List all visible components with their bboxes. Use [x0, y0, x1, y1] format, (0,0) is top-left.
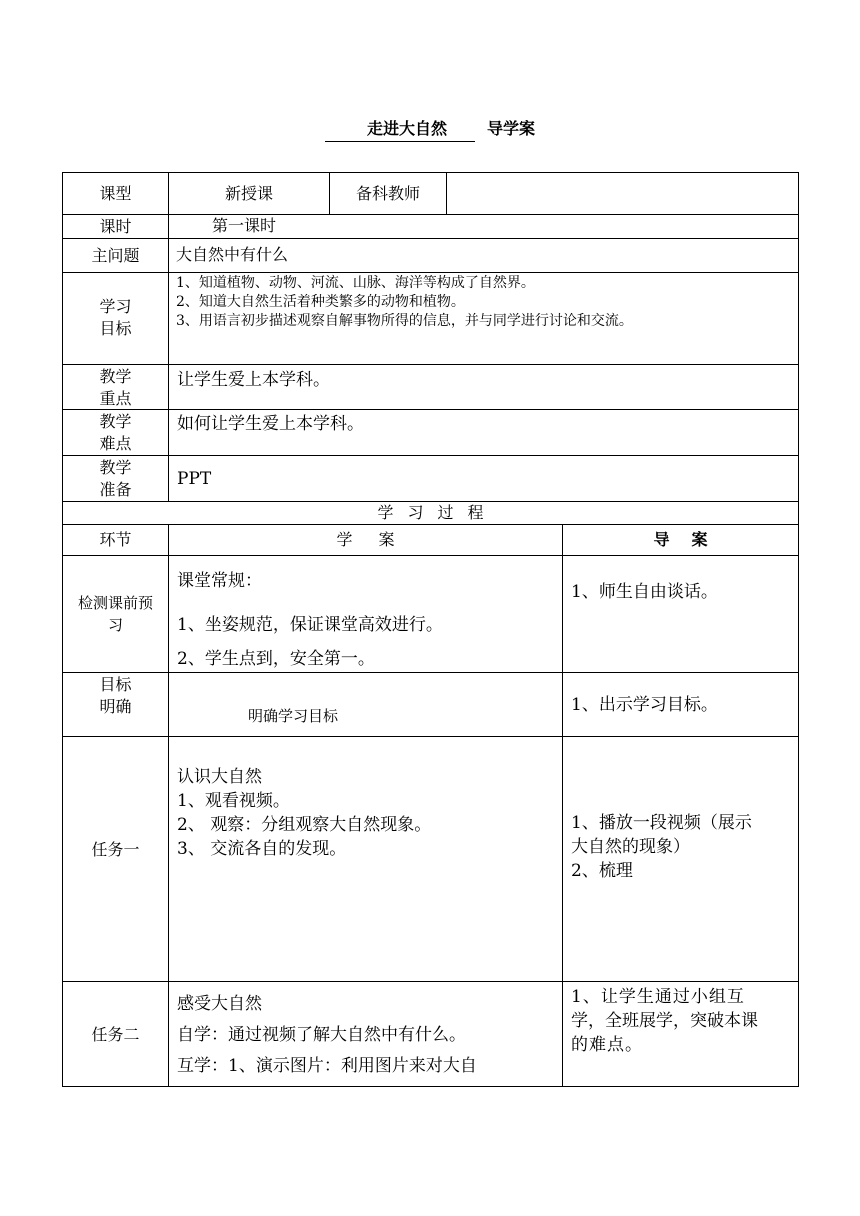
task1-guide-line: 2、梳理 — [571, 861, 633, 881]
col-guide-header: 导案 — [653, 530, 730, 549]
task1-plan-line: 认识大自然 — [177, 767, 262, 787]
prep-value: PPT — [177, 469, 212, 489]
type-label: 课型 — [99, 183, 132, 203]
key-label-line2: 重点 — [99, 389, 132, 408]
prep-label-line2: 准备 — [99, 480, 132, 499]
goal-guide: 1、出示学习目标。 — [571, 695, 718, 715]
prep-label-line1: 教学 — [99, 458, 132, 477]
goals-label-line1: 学习 — [99, 297, 132, 316]
task1-guide-line: 大自然的现象） — [571, 837, 690, 857]
check-label — [63, 592, 168, 636]
key-label-line1: 教学 — [99, 367, 132, 386]
check-label-line2: 习 — [107, 616, 123, 634]
title-suffix: 导学案 — [487, 119, 536, 138]
check-label-line1: 检测课前预 — [77, 594, 153, 612]
process-heading: 学习过程 — [377, 503, 498, 522]
task2-label: 任务二 — [91, 1025, 140, 1044]
hard-label — [63, 411, 168, 455]
period-label: 课时 — [99, 216, 132, 236]
key-value: 让学生爱上本学科。 — [177, 370, 330, 390]
task2-plan-line: 感受大自然 — [177, 994, 262, 1014]
topic-value: 大自然中有什么 — [176, 245, 289, 264]
goal-item: 1、知道植物、动物、河流、山脉、海洋等构成了自然界。 — [176, 275, 535, 291]
task1-plan — [177, 765, 557, 861]
prep-label — [63, 457, 168, 501]
hard-label-line2: 难点 — [99, 434, 132, 453]
task2-guide-line: 的难点。 — [571, 1035, 643, 1055]
goals-label-line2: 目标 — [99, 319, 132, 338]
col-stage-header: 环节 — [99, 530, 132, 549]
task2-guide-line: 1、让学生通过小组互 — [571, 987, 745, 1007]
task1-label: 任务一 — [91, 840, 140, 859]
goal-label — [63, 674, 168, 718]
type-value: 新授课 — [224, 183, 273, 203]
hard-value: 如何让学生爱上本学科。 — [177, 414, 364, 434]
goal-label-line2: 明确 — [99, 697, 132, 716]
goals-label — [63, 296, 168, 340]
title-underlined: 走进大自然 — [325, 116, 475, 142]
hard-label-line1: 教学 — [99, 412, 132, 431]
document-title — [0, 116, 860, 142]
key-label — [63, 366, 168, 410]
goal-item: 3、用语言初步描述观察自解事物所得的信息，并与同学进行讨论和交流。 — [176, 313, 633, 329]
check-guide: 1、师生自由谈话。 — [571, 582, 718, 602]
task2-guide-line: 学，全班展学，突破本课 — [571, 1011, 758, 1031]
check-plan-line: 2、学生点到，安全第一。 — [177, 649, 375, 669]
goal-label-line1: 目标 — [99, 675, 132, 694]
task2-guide — [571, 985, 796, 1057]
col-plan-header: 学案 — [336, 530, 421, 549]
teacher-label: 备科教师 — [355, 183, 420, 203]
task1-guide-line: 1、播放一段视频（展示 — [571, 813, 752, 833]
task1-plan-line: 3、 交流各自的发现。 — [177, 839, 347, 859]
task2-plan-line: 自学：通过视频了解大自然中有什么。 — [177, 1025, 466, 1045]
task1-plan-line: 2、 观察：分组观察大自然现象。 — [177, 815, 432, 835]
goals-list — [176, 274, 796, 331]
check-plan — [177, 569, 557, 671]
teacher-value — [447, 173, 798, 214]
check-plan-line: 课堂常规： — [177, 571, 262, 591]
task1-guide — [571, 811, 796, 883]
task2-plan-line: 互学：1、演示图片：利用图片来对大自 — [177, 1056, 477, 1076]
check-plan-line: 1、坐姿规范，保证课堂高效进行。 — [177, 615, 443, 635]
task2-plan — [177, 992, 557, 1078]
goal-item: 2、知道大自然生活着种类繁多的动物和植物。 — [176, 294, 465, 310]
goal-plan: 明确学习目标 — [248, 707, 339, 725]
topic-label: 主问题 — [91, 245, 140, 265]
period-value: 第一课时 — [212, 216, 277, 235]
task1-plan-line: 1、观看视频。 — [177, 791, 290, 811]
